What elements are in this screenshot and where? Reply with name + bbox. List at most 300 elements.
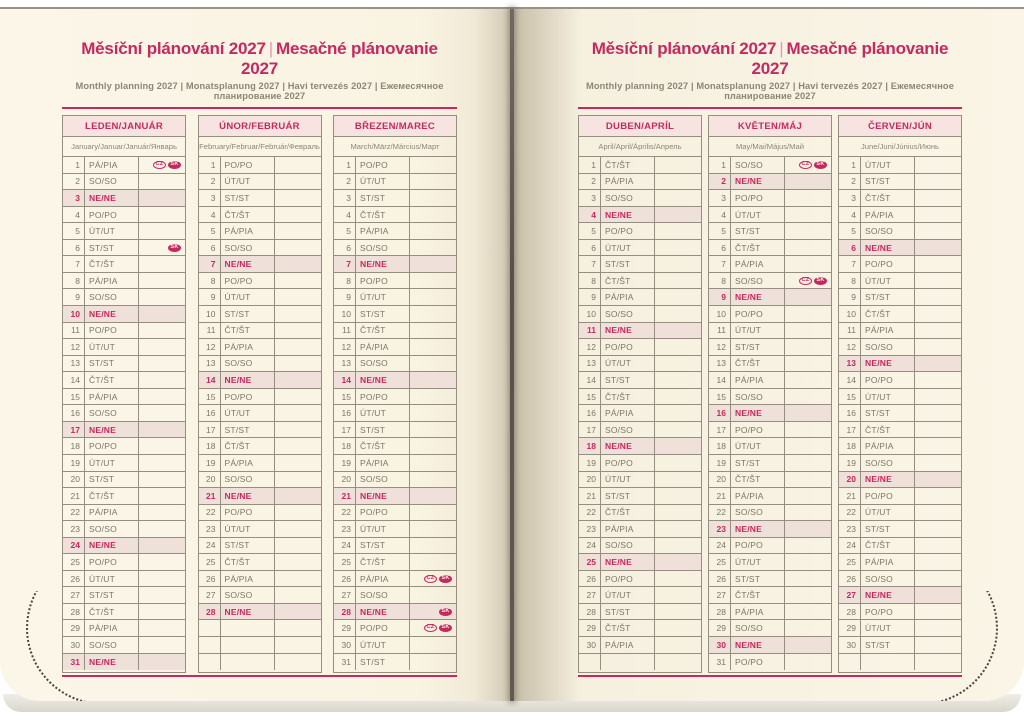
- notes-area: [915, 405, 961, 421]
- day-of-week-label: SO/SO: [731, 389, 785, 405]
- notes-area: [139, 174, 185, 190]
- month-day-rows: [709, 157, 831, 670]
- notes-area: [785, 223, 831, 239]
- day-of-week-label: ÚT/UT: [356, 637, 410, 653]
- day-row: [579, 223, 701, 240]
- day-number: 11: [63, 323, 85, 339]
- day-of-week-label: PO/PO: [85, 554, 139, 570]
- month-name: ÚNOR/FEBRUÁR: [199, 116, 321, 137]
- day-number: 13: [334, 356, 356, 372]
- day-of-week-label: ÚT/UT: [861, 389, 915, 405]
- day-number: 11: [199, 323, 221, 339]
- day-row: [199, 422, 321, 439]
- day-number: 20: [334, 472, 356, 488]
- day-of-week-label: PO/PO: [731, 654, 785, 671]
- day-row: [199, 472, 321, 489]
- day-row: [334, 240, 456, 257]
- day-number: 3: [334, 190, 356, 206]
- day-of-week-label: ST/ST: [221, 306, 275, 322]
- day-of-week-label: PO/PO: [356, 505, 410, 521]
- notes-area: [655, 587, 701, 603]
- title-slovak: Mesačné plánovanie 2027: [240, 39, 438, 78]
- day-row: [199, 339, 321, 356]
- day-row: [334, 571, 456, 588]
- day-row: [63, 157, 185, 174]
- day-of-week-label: ST/ST: [356, 306, 410, 322]
- day-of-week-label: NE/NE: [85, 422, 139, 438]
- day-number: 13: [199, 356, 221, 372]
- day-of-week-label: PO/PO: [861, 256, 915, 272]
- notes-area: [655, 455, 701, 471]
- day-number: 10: [709, 306, 731, 322]
- notes-area: [139, 157, 185, 173]
- day-number: 20: [63, 472, 85, 488]
- day-number: 17: [63, 422, 85, 438]
- notes-area: [655, 422, 701, 438]
- day-of-week-label: NE/NE: [731, 405, 785, 421]
- day-number: 21: [199, 488, 221, 504]
- notes-area: [139, 604, 185, 620]
- day-of-week-label: NE/NE: [221, 604, 275, 620]
- day-row: [709, 538, 831, 555]
- title-slovak: Mesačné plánovanie 2027: [751, 39, 949, 78]
- day-row: [63, 654, 185, 671]
- month-name: DUBEN/APRÍL: [579, 116, 701, 137]
- day-of-week-label: SO/SO: [356, 356, 410, 372]
- day-number: 2: [709, 174, 731, 190]
- day-row: [839, 455, 961, 472]
- day-number: 14: [63, 372, 85, 388]
- day-number: 18: [199, 438, 221, 454]
- day-of-week-label: ČT/ŠT: [731, 356, 785, 372]
- notes-area: [655, 190, 701, 206]
- day-of-week-label: ST/ST: [731, 455, 785, 471]
- day-of-week-label: NE/NE: [861, 587, 915, 603]
- notes-area: [410, 438, 456, 454]
- day-of-week-label: NE/NE: [731, 521, 785, 537]
- notes-area: [785, 554, 831, 570]
- day-of-week-label: PO/PO: [221, 389, 275, 405]
- day-of-week-label: ČT/ŠT: [601, 273, 655, 289]
- day-number: 30: [334, 637, 356, 653]
- day-of-week-label: ÚT/UT: [85, 571, 139, 587]
- day-number: 4: [334, 207, 356, 223]
- day-row: [334, 422, 456, 439]
- day-row: [63, 488, 185, 505]
- day-row: [334, 455, 456, 472]
- notes-area: [915, 190, 961, 206]
- day-of-week-label: ČT/ŠT: [85, 372, 139, 388]
- day-number: 23: [839, 521, 861, 537]
- day-number: 4: [839, 207, 861, 223]
- day-of-week-label: PÁ/PIA: [356, 571, 410, 587]
- notes-area: [785, 438, 831, 454]
- day-row: [63, 356, 185, 373]
- day-row: [709, 587, 831, 604]
- day-row: [579, 521, 701, 538]
- day-of-week-label: ST/ST: [85, 472, 139, 488]
- day-row: [334, 587, 456, 604]
- notes-area: [275, 554, 321, 570]
- day-row: [334, 174, 456, 191]
- day-row: [63, 273, 185, 290]
- day-number: 30: [63, 637, 85, 653]
- day-row: [334, 289, 456, 306]
- holiday-badge-sk: SK: [168, 244, 181, 252]
- day-of-week-label: ÚT/UT: [221, 405, 275, 421]
- day-number: 24: [63, 538, 85, 554]
- day-row: [334, 472, 456, 489]
- day-row: [709, 289, 831, 306]
- notes-area: [915, 654, 961, 671]
- notes-area: [139, 356, 185, 372]
- day-of-week-label: NE/NE: [601, 207, 655, 223]
- notes-area: [410, 223, 456, 239]
- month-name: LEDEN/JANUÁR: [63, 116, 185, 137]
- day-number: 19: [334, 455, 356, 471]
- day-number: 26: [199, 571, 221, 587]
- holiday-badge-cz: CZ: [424, 575, 437, 583]
- day-of-week-label: ČT/ŠT: [356, 554, 410, 570]
- day-row: [199, 289, 321, 306]
- day-row: [63, 472, 185, 489]
- day-row: [839, 273, 961, 290]
- notes-area: [139, 190, 185, 206]
- notes-area: [655, 538, 701, 554]
- day-row: [334, 372, 456, 389]
- day-number: 28: [709, 604, 731, 620]
- notes-area: [915, 356, 961, 372]
- day-of-week-label: ST/ST: [601, 604, 655, 620]
- month-table-june: [838, 115, 962, 673]
- day-number: 12: [334, 339, 356, 355]
- day-number: 22: [839, 505, 861, 521]
- book-spine: [510, 9, 514, 701]
- notes-area: [410, 571, 456, 587]
- day-number: 6: [839, 240, 861, 256]
- day-of-week-label: SO/SO: [601, 422, 655, 438]
- notes-area: [785, 323, 831, 339]
- notes-area: [275, 174, 321, 190]
- day-row: [579, 505, 701, 522]
- day-of-week-label: PO/PO: [85, 323, 139, 339]
- day-row: [709, 571, 831, 588]
- day-number: 8: [709, 273, 731, 289]
- notes-area: [139, 422, 185, 438]
- day-number: 14: [709, 372, 731, 388]
- day-of-week-label: PÁ/PIA: [356, 455, 410, 471]
- day-number: 1: [579, 157, 601, 173]
- day-of-week-label: ST/ST: [861, 405, 915, 421]
- day-row: [709, 554, 831, 571]
- day-of-week-label: ČT/ŠT: [861, 190, 915, 206]
- holiday-badge-sk: SK: [814, 277, 827, 285]
- day-of-week-label: ČT/ŠT: [356, 438, 410, 454]
- day-row: [839, 637, 961, 654]
- day-row: [839, 174, 961, 191]
- day-number: 11: [709, 323, 731, 339]
- notes-area: [655, 273, 701, 289]
- day-number: 13: [709, 356, 731, 372]
- day-of-week-label: ČT/ŠT: [85, 256, 139, 272]
- day-row: [579, 438, 701, 455]
- notes-area: [139, 240, 185, 256]
- day-number: 19: [839, 455, 861, 471]
- day-row: [709, 488, 831, 505]
- day-number: 13: [63, 356, 85, 372]
- day-number: 21: [334, 488, 356, 504]
- day-of-week-label: ČT/ŠT: [85, 604, 139, 620]
- day-number: [199, 637, 221, 653]
- notes-area: [655, 505, 701, 521]
- day-of-week-label: NE/NE: [356, 488, 410, 504]
- day-row: [63, 174, 185, 191]
- notes-area: [275, 654, 321, 671]
- notes-area: [139, 654, 185, 671]
- day-of-week-label: ST/ST: [601, 372, 655, 388]
- day-number: 5: [839, 223, 861, 239]
- title-separator: |: [779, 39, 784, 58]
- notes-area: [785, 207, 831, 223]
- notes-area: [915, 472, 961, 488]
- day-of-week-label: ST/ST: [356, 422, 410, 438]
- day-of-week-label: SO/SO: [601, 190, 655, 206]
- day-row: [709, 339, 831, 356]
- day-row: [199, 207, 321, 224]
- notes-area: [915, 422, 961, 438]
- day-of-week-label: ČT/ŠT: [221, 438, 275, 454]
- day-of-week-label: ST/ST: [601, 488, 655, 504]
- day-number: 3: [199, 190, 221, 206]
- day-row: [839, 256, 961, 273]
- month-languages: February/Februar/Február/Февраль: [199, 137, 321, 157]
- notes-area: [275, 323, 321, 339]
- notes-area: [275, 455, 321, 471]
- day-of-week-label: ST/ST: [861, 289, 915, 305]
- day-of-week-label: ST/ST: [356, 190, 410, 206]
- day-row: [839, 372, 961, 389]
- notes-area: [785, 405, 831, 421]
- day-number: 17: [199, 422, 221, 438]
- day-row: [839, 405, 961, 422]
- day-number: 27: [839, 587, 861, 603]
- day-of-week-label: SO/SO: [356, 587, 410, 603]
- day-number: 13: [839, 356, 861, 372]
- notes-area: [139, 372, 185, 388]
- day-row: [839, 207, 961, 224]
- holiday-badge-sk: SK: [439, 575, 452, 583]
- day-number: 1: [334, 157, 356, 173]
- day-number: 20: [839, 472, 861, 488]
- day-number: 31: [709, 654, 731, 671]
- day-row: [334, 538, 456, 555]
- day-of-week-label: PÁ/PIA: [731, 256, 785, 272]
- day-row: [199, 488, 321, 505]
- notes-area: [410, 521, 456, 537]
- day-number: 15: [709, 389, 731, 405]
- notes-area: [139, 554, 185, 570]
- day-number: 12: [709, 339, 731, 355]
- day-of-week-label: PÁ/PIA: [731, 604, 785, 620]
- day-of-week-label: SO/SO: [85, 521, 139, 537]
- day-of-week-label: SO/SO: [221, 472, 275, 488]
- month-table-february: [198, 115, 322, 673]
- day-row: [334, 256, 456, 273]
- day-number: 10: [199, 306, 221, 322]
- header-rule: [62, 107, 457, 109]
- day-number: 12: [199, 339, 221, 355]
- day-number: 5: [63, 223, 85, 239]
- notes-area: [785, 472, 831, 488]
- day-number: 7: [63, 256, 85, 272]
- day-number: 5: [334, 223, 356, 239]
- right-page: [512, 9, 1024, 701]
- notes-area: [410, 505, 456, 521]
- day-row: [709, 637, 831, 654]
- day-of-week-label: ÚT/UT: [731, 554, 785, 570]
- notes-area: [785, 505, 831, 521]
- day-row: [63, 505, 185, 522]
- month-name: KVĚTEN/MÁJ: [709, 116, 831, 137]
- day-number: 19: [63, 455, 85, 471]
- day-number: 24: [199, 538, 221, 554]
- day-row: [63, 455, 185, 472]
- notes-area: [410, 273, 456, 289]
- notes-area: [275, 240, 321, 256]
- notes-area: [139, 538, 185, 554]
- day-row: [709, 273, 831, 290]
- day-row: [199, 306, 321, 323]
- open-spread: [0, 7, 1024, 701]
- notes-area: [275, 620, 321, 636]
- day-row: [199, 356, 321, 373]
- day-of-week-label: ST/ST: [601, 256, 655, 272]
- day-of-week-label: PÁ/PIA: [85, 273, 139, 289]
- notes-area: [655, 207, 701, 223]
- day-of-week-label: NE/NE: [85, 190, 139, 206]
- month-languages: March/März/Március/Март: [334, 137, 456, 157]
- notes-area: [655, 157, 701, 173]
- notes-area: [410, 356, 456, 372]
- day-of-week-label: PÁ/PIA: [221, 339, 275, 355]
- page-title: [62, 39, 457, 78]
- day-of-week-label: ST/ST: [861, 637, 915, 653]
- notes-area: [275, 521, 321, 537]
- day-row: [334, 273, 456, 290]
- month-name: ČERVEN/JÚN: [839, 116, 961, 137]
- day-number: 3: [839, 190, 861, 206]
- notes-area: [785, 273, 831, 289]
- notes-area: [915, 157, 961, 173]
- notes-area: [915, 223, 961, 239]
- day-of-week-label: NE/NE: [356, 604, 410, 620]
- day-number: 20: [199, 472, 221, 488]
- day-of-week-label: NE/NE: [601, 554, 655, 570]
- notes-area: [785, 372, 831, 388]
- day-row: [709, 438, 831, 455]
- notes-area: [139, 620, 185, 636]
- day-number: 1: [839, 157, 861, 173]
- day-row-empty: [579, 654, 701, 671]
- day-number: 29: [334, 620, 356, 636]
- day-number: 10: [334, 306, 356, 322]
- day-of-week-label: SO/SO: [85, 174, 139, 190]
- day-number: 2: [63, 174, 85, 190]
- day-of-week-label: PO/PO: [601, 223, 655, 239]
- day-row: [709, 207, 831, 224]
- day-number: 22: [334, 505, 356, 521]
- notes-area: [139, 389, 185, 405]
- day-of-week-label: SO/SO: [221, 587, 275, 603]
- day-row: [334, 488, 456, 505]
- day-row: [579, 472, 701, 489]
- notes-area: [785, 488, 831, 504]
- day-number: 16: [199, 405, 221, 421]
- day-of-week-label: ÚT/UT: [221, 521, 275, 537]
- day-row: [579, 488, 701, 505]
- notes-area: [410, 538, 456, 554]
- day-row: [579, 637, 701, 654]
- day-row: [334, 190, 456, 207]
- day-number: 2: [199, 174, 221, 190]
- day-of-week-label: ČT/ŠT: [356, 207, 410, 223]
- notes-area: [785, 174, 831, 190]
- day-number: 22: [709, 505, 731, 521]
- day-row: [63, 306, 185, 323]
- day-of-week-label: ST/ST: [221, 538, 275, 554]
- notes-area: [915, 389, 961, 405]
- holiday-badge-cz: CZ: [799, 277, 812, 285]
- day-number: 18: [579, 438, 601, 454]
- day-row: [839, 620, 961, 637]
- day-number: 26: [579, 571, 601, 587]
- day-row: [334, 554, 456, 571]
- day-row: [839, 587, 961, 604]
- day-of-week-label: NE/NE: [356, 256, 410, 272]
- day-of-week-label: NE/NE: [601, 323, 655, 339]
- notes-area: [915, 587, 961, 603]
- day-number: 20: [709, 472, 731, 488]
- holiday-badge-sk: SK: [439, 608, 452, 616]
- day-of-week-label: [861, 654, 915, 671]
- day-of-week-label: ÚT/UT: [861, 273, 915, 289]
- day-number: 7: [839, 256, 861, 272]
- months-row-left: [62, 115, 457, 673]
- day-of-week-label: PO/PO: [356, 157, 410, 173]
- day-row: [63, 438, 185, 455]
- day-of-week-label: ÚT/UT: [861, 505, 915, 521]
- day-row: [579, 604, 701, 621]
- notes-area: [915, 273, 961, 289]
- notes-area: [655, 637, 701, 653]
- day-of-week-label: ČT/ŠT: [221, 323, 275, 339]
- notes-area: [139, 472, 185, 488]
- day-of-week-label: PÁ/PIA: [85, 389, 139, 405]
- day-row: [63, 240, 185, 257]
- day-number: 14: [199, 372, 221, 388]
- day-of-week-label: SO/SO: [731, 157, 785, 173]
- day-number: 14: [839, 372, 861, 388]
- day-row: [199, 273, 321, 290]
- day-row: [709, 157, 831, 174]
- day-of-week-label: ÚT/UT: [221, 174, 275, 190]
- notes-area: [655, 339, 701, 355]
- day-of-week-label: ÚT/UT: [356, 405, 410, 421]
- day-of-week-label: PO/PO: [85, 207, 139, 223]
- day-number: 15: [199, 389, 221, 405]
- day-of-week-label: SO/SO: [601, 306, 655, 322]
- notes-area: [139, 223, 185, 239]
